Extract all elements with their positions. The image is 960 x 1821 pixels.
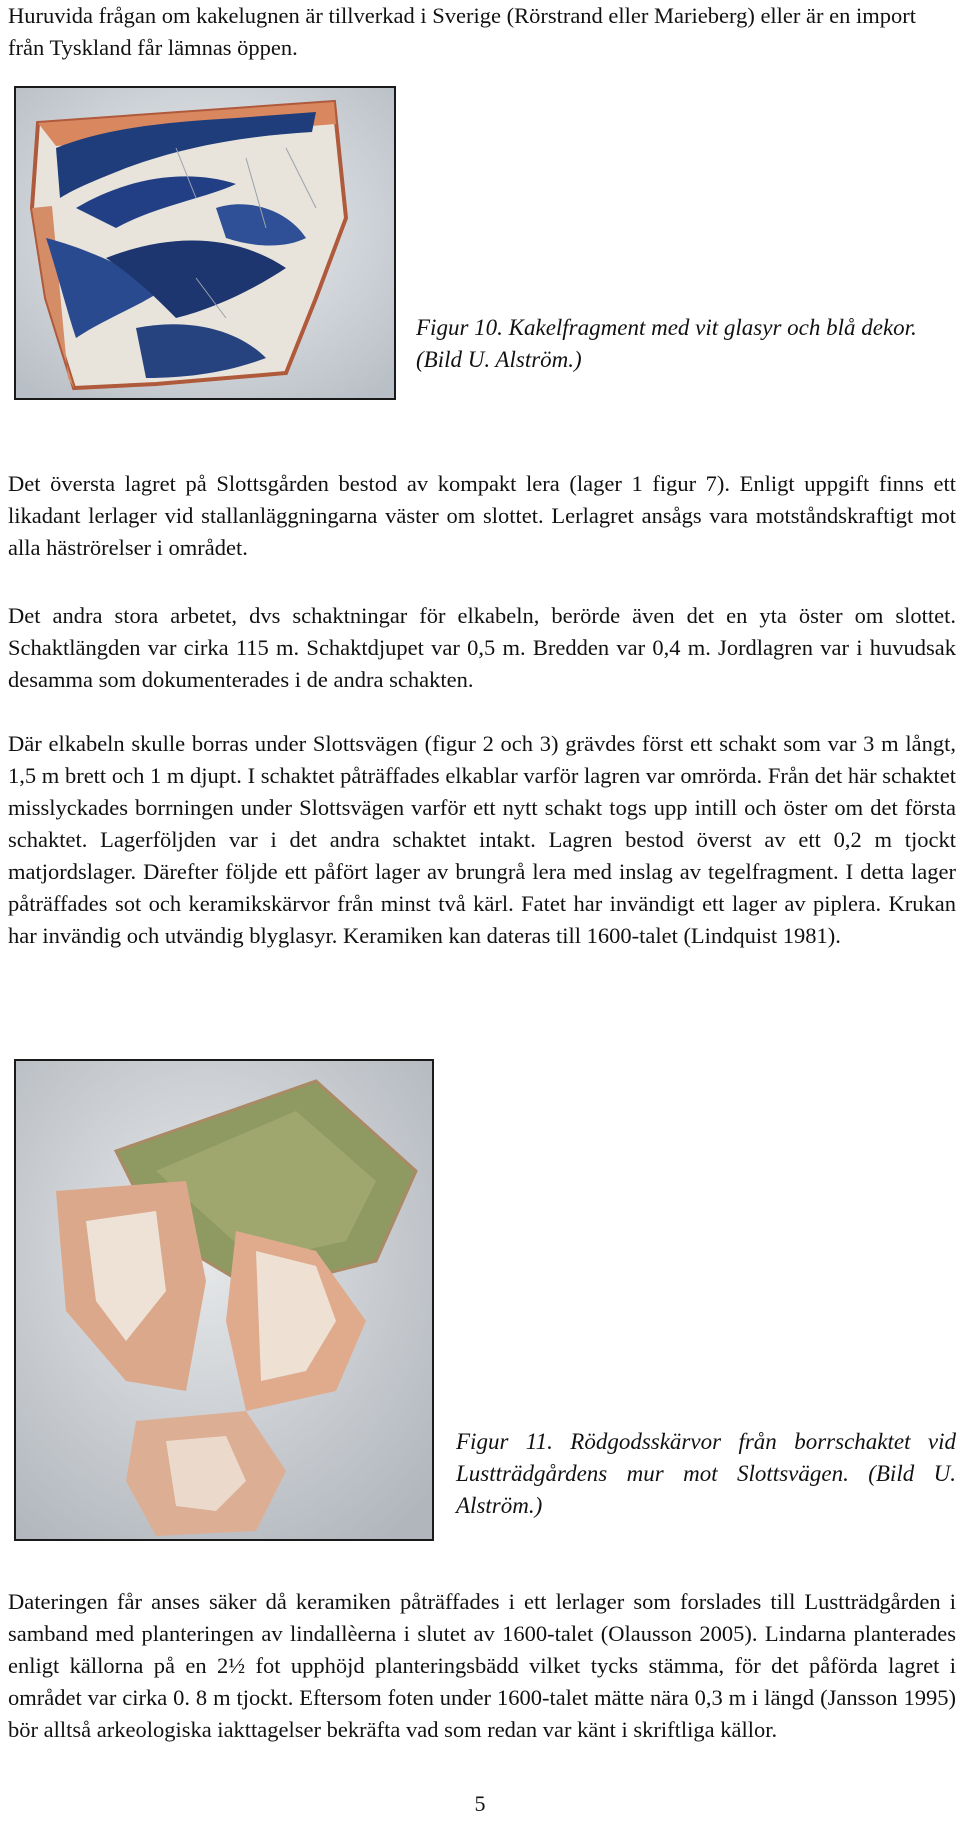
figure-11-photo <box>14 1059 434 1541</box>
tile-fragment-image <box>16 88 394 398</box>
figure-11-caption: Figur 11. Rödgodsskärvor från borrschaktet vid Lustträdgårdens mur mot Slottsvägen. (Bild U. Alström.) <box>456 1429 956 1518</box>
figure-10-caption-line1: Figur 10. Kakelfragment med vit glasyr och blå dekor. <box>416 315 917 340</box>
paragraph-4: Dateringen får anses säker då keramiken påträffades i ett lerlager som forslades till Lustträdgården i samband med planteringen av lindallèerna i slutet av 1600-talet (Olausson 2005). Lindarna planterades enligt källorna på en 2½ fot upphöjd planteringsbädd vilket tycks stämma, för det påförda lagret i området var cirka 0. 8 m tjockt. Eftersom foten under 1600-talet mätte nära 0,3 m i längd (Jansson 1995) bör alltså arkeologiska iakttagelser bekräfta vad som redan var känt i skriftliga källor. <box>8 1589 956 1742</box>
figure-10-caption-line2: (Bild U. Alström.) <box>416 347 582 372</box>
page-number: 5 <box>474 1791 486 1816</box>
pottery-shards-image <box>16 1061 432 1539</box>
figure-10-photo <box>14 86 396 400</box>
figure-10-caption <box>416 312 956 376</box>
paragraph-2: Det andra stora arbetet, dvs schaktningar för elkabeln, berörde även det en yta öster om slottet. Schaktlängden var cirka 115 m. Schaktdjupet var 0,5 m. Bredden var 0,4 m. Jordlagren var i huvudsak desamma som dokumenterades i de andra schakten. <box>8 603 956 692</box>
intro-paragraph: Huruvida frågan om kakelugnen är tillverkad i Sverige (Rörstrand eller Marieberg) eller är en import från Tyskland får lämnas öppen. <box>8 3 916 60</box>
paragraph-1: Det översta lagret på Slottsgården bestod av kompakt lera (lager 1 figur 7). Enligt uppgift finns ett likadant lerlager vid stallanläggningarna väster om slottet. Lerlagret ansågs vara motståndskraftigt mot alla häströrelser i området. <box>8 471 956 560</box>
paragraph-3: Där elkabeln skulle borras under Slottsvägen (figur 2 och 3) grävdes först ett schakt som var 3 m långt, 1,5 m brett och 1 m djupt. I schaktet påträffades elkablar varför lagren var omrörda. Från det här schaktet misslyckades borrningen under Slottsvägen varför ett nytt schakt togs upp intill och öster om det första schaktet. Lagerföljden var i det andra schaktet intakt. Lagren bestod överst av ett 0,2 m tjockt matjordslager. Därefter följde ett påfört lager av brungrå lera med inslag av tegelfragment. I detta lager påträffades sot och keramikskärvor från minst två kärl. Fatet har invändigt ett lager av piplera. Krukan har invändig och utvändig blyglasyr. Keramiken kan dateras till 1600-talet (Lindquist 1981). <box>8 731 956 948</box>
